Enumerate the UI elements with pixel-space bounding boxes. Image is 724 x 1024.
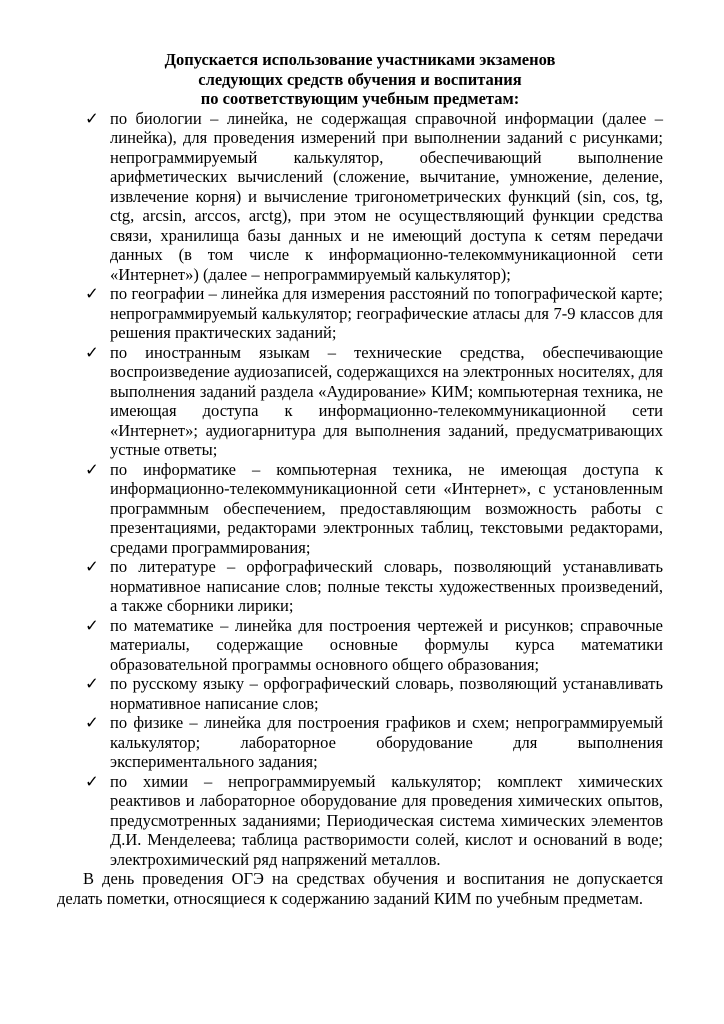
list-item-text: по биологии – линейка, не содержащая справочной информации (далее – линейка), для проведения измерений при выполнении заданий с рисунками; непрограммируемый калькулятор, обеспечивающий выполнение арифметических вычислений (сложение, вычитание, умножение, деление, извлечение корня) и вычисление тригонометрических функций (sin, cos, tg, ctg, arcsin, arccos, arctg), при этом не осуществляющий функции средства связи, хранилища базы данных и не имеющий доступа к сетям передачи данных (в том числе к информационно-телекоммуникационной сети «Интернет») (далее – непрограммируемый калькулятор); xyxy=(110,108,663,284)
list-item-text: по литературе – орфографический словарь, позволяющий устанавливать нормативное написание слов; полные тексты художественных произведений, а также сборники лирики; xyxy=(110,557,663,615)
checkmark-icon: ✓ xyxy=(85,615,99,635)
checkmark-icon: ✓ xyxy=(85,108,99,128)
allowed-materials-list xyxy=(57,109,663,870)
list-item-informatics xyxy=(57,460,663,558)
closing-paragraph: В день проведения ОГЭ на средствах обучения и воспитания не допускается делать пометки, относящиеся к содержанию заданий КИМ по учебным предметам. xyxy=(57,869,663,908)
document-title-line-1: Допускается использование участниками экзаменов xyxy=(164,50,556,69)
checkmark-icon: ✓ xyxy=(85,771,99,791)
checkmark-icon: ✓ xyxy=(85,284,99,303)
list-item-literature xyxy=(57,557,663,616)
checkmark-icon: ✓ xyxy=(85,459,99,479)
list-item-text: по физике – линейка для построения графиков и схем; непрограммируемый калькулятор; лабораторное оборудование для выполнения экспериментального задания; xyxy=(110,713,663,771)
list-item-text: по информатике – компьютерная техника, не имеющая доступа к информационно-телекоммуникационной сети «Интернет», с установленным программным обеспечением, предоставляющим возможность работы с презентациями, редакторами электронных таблиц, текстовыми редакторами, средами программирования; xyxy=(110,459,663,557)
list-item-text: по русскому языку – орфографический словарь, позволяющий устанавливать нормативное написание слов; xyxy=(110,674,663,713)
list-item-physics xyxy=(57,713,663,772)
list-item-text: по химии – непрограммируемый калькулятор; комплект химических реактивов и лабораторное оборудование для проведения химических опытов, предусмотренных заданиями; Периодическая система химических элементов Д.И. Менделеева; таблица растворимости солей, кислот и оснований в воде; электрохимический ряд напряжений металлов. xyxy=(110,771,663,869)
document-title-line-2: следующих средств обучения и воспитания xyxy=(198,69,522,89)
list-item-chemistry xyxy=(57,772,663,870)
document-title-line-3: по соответствующим учебным предметам: xyxy=(200,89,520,108)
document-title xyxy=(57,50,663,109)
list-item-geography xyxy=(57,284,663,343)
list-item-text: по иностранным языкам – технические средства, обеспечивающие воспроизведение аудиозаписей, содержащихся на электронных носителях, для выполнения заданий раздела «Аудирование» КИМ; компьютерная техника, не имеющая доступа к информационно-телекоммуникационной сети «Интернет»; аудиогарнитура для выполнения заданий, предусматривающих устные ответы; xyxy=(110,342,663,459)
checkmark-icon: ✓ xyxy=(85,557,99,576)
list-item-mathematics xyxy=(57,616,663,675)
list-item-text: по математике – линейка для построения чертежей и рисунков; справочные материалы, содержащие основные формулы курса математики образовательной программы основного общего образования; xyxy=(110,615,663,674)
checkmark-icon: ✓ xyxy=(85,713,99,732)
checkmark-icon: ✓ xyxy=(85,342,99,362)
list-item-text: по географии – линейка для измерения расстояний по топографической карте; непрограммируемый калькулятор; географические атласы для 7-9 классов для решения практических заданий; xyxy=(110,284,663,342)
list-item-foreign-languages xyxy=(57,343,663,460)
list-item-biology xyxy=(57,109,663,285)
checkmark-icon: ✓ xyxy=(85,674,99,693)
list-item-russian-language xyxy=(57,674,663,713)
